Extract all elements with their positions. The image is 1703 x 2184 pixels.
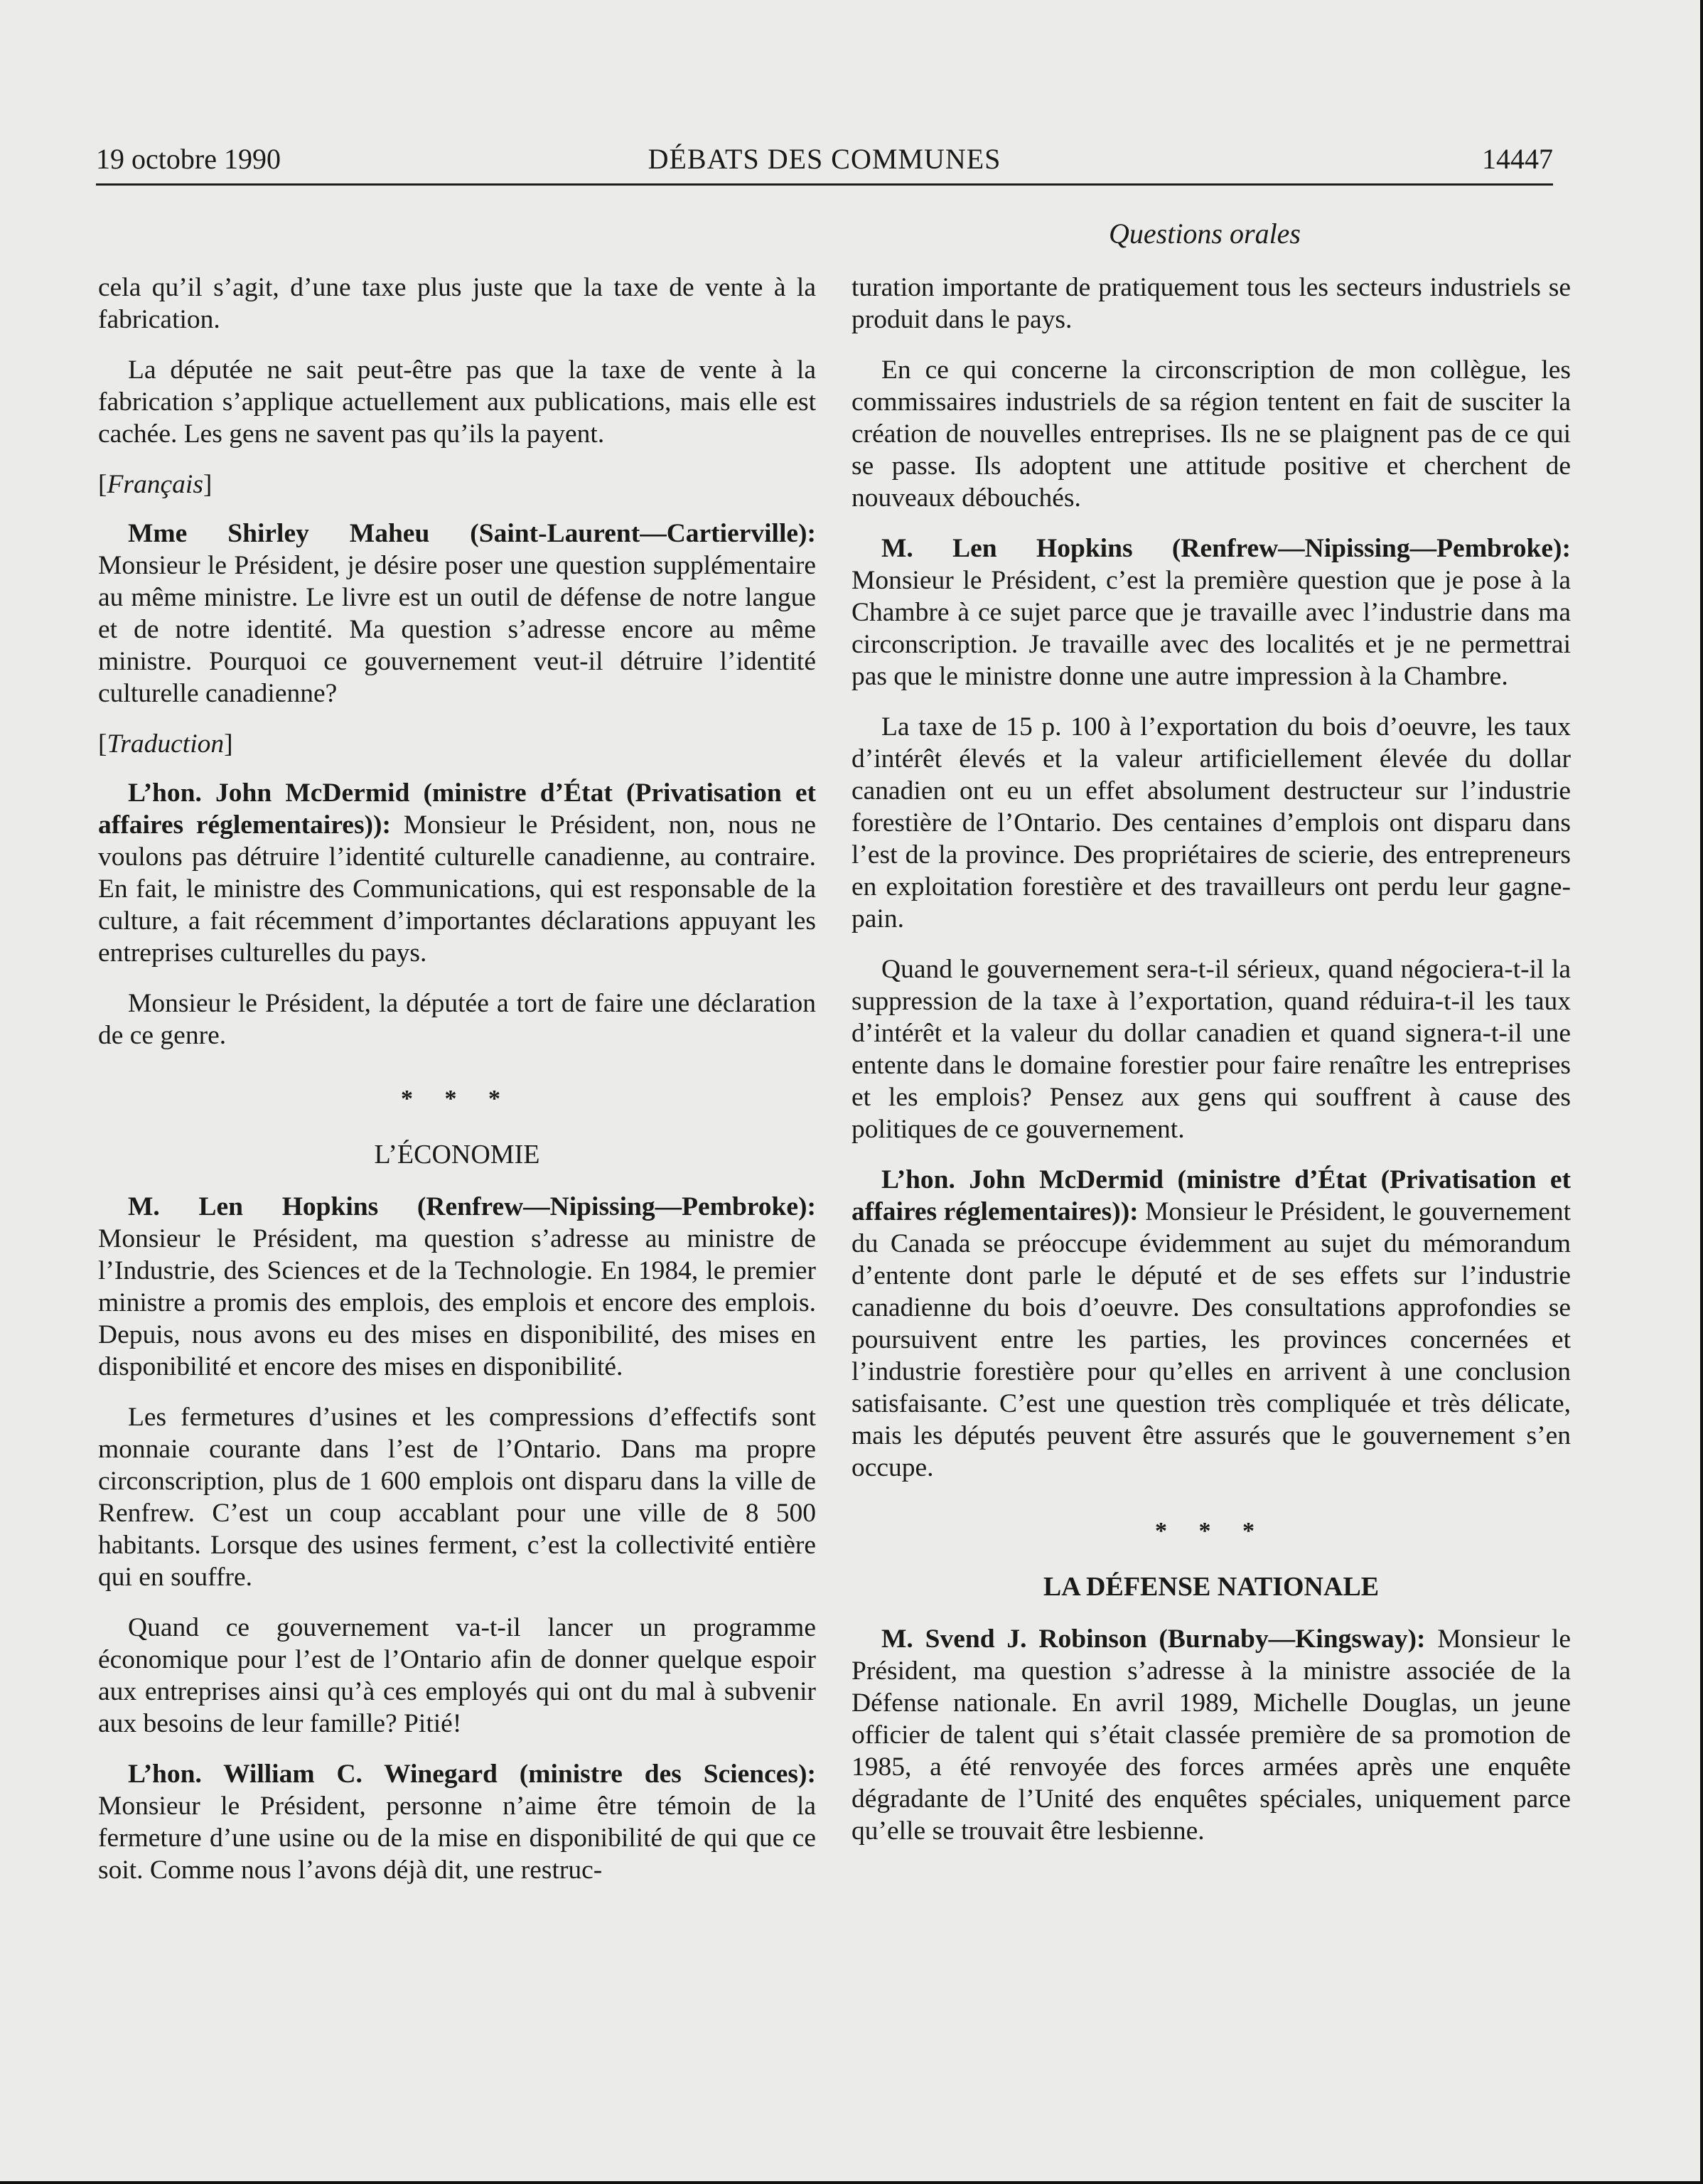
- language-marker-text: Français: [107, 470, 203, 499]
- language-marker: [Traduction]: [98, 729, 233, 759]
- language-marker: [Français]: [98, 470, 213, 499]
- paragraph: cela qu’il s’agit, d’une taxe plus juste que la taxe de vente à la fabrication.: [98, 273, 816, 334]
- section-heading: LA DÉFENSE NATIONALE: [1043, 1572, 1380, 1602]
- scan-edge: [0, 2181, 1703, 2184]
- speech: [852, 1164, 1571, 1484]
- speaker-name: M. Len Hopkins (Renfrew—Nipissing—Pembroke):: [128, 1192, 816, 1221]
- scan-edge: [1700, 0, 1703, 2184]
- header-title: DÉBATS DES COMMUNES: [648, 143, 1001, 175]
- speech-text: Monsieur le Président, ma question s’adresse à la ministre associée de la Défense nationale. En avril 1989, Michelle Douglas, un jeune officier de talent qui s’était classée première de sa promotion de 1985, a été renvoyée des forces armées après une enquête dégradante de l’Unité des enquêtes spéciales, uniquement parce qu’elle se trouvait être lesbienne.: [852, 1624, 1571, 1846]
- speaker-name: Mme Shirley Maheu (Saint-Laurent—Cartierville):: [128, 519, 816, 548]
- speaker-name: M. Len Hopkins (Renfrew—Nipissing—Pembroke):: [881, 534, 1571, 563]
- speech-text: Monsieur le Président, c’est la première question que je pose à la Chambre à ce sujet parce que je travaille avec l’industrie dans ma circonscription. Je travaille avec des localités et je ne permettrai pas que le ministre donne une autre impression à la Chambre.: [852, 566, 1571, 691]
- section-separator: * * *: [401, 1086, 513, 1112]
- speech: [98, 1758, 816, 1886]
- page-header: [96, 142, 1553, 185]
- header-date: 19 octobre 1990: [96, 143, 281, 175]
- paragraph: Quand ce gouvernement va-t-il lancer un programme économique pour l’est de l’Ontario afin de donner quelque espoir aux entreprises ainsi qu’à ces employés qui ont du mal à subvenir aux besoins de leur famille? Pitié!: [98, 1613, 816, 1738]
- paragraph: Quand le gouvernement sera-t-il sérieux, quand négociera-t-il la suppression de la taxe à l’exportation, quand réduira-t-il les taux d’intérêt et la valeur du dollar canadien et quand signera-t-il une entente dans le domaine forestier pour faire renaître les entreprises et les emplois? Pensez aux gens qui souffrent à cause des politiques de ce gouvernement.: [852, 955, 1571, 1144]
- speech-text: Monsieur le Président, le gouvernement du Canada se préoccupe évidemment au sujet du mémorandum d’entente dont parle le député et de ses effets sur l’industrie canadienne du bois d’oeuvre. Des consultations approfondies se poursuivent entre les parties, les provinces concernées et l’industrie forestière pour qu’elles en arrivent à une conclusion satisfaisante. C’est une question très compliquée et très délicate, mais les députés peuvent être assurés que le gouvernement s’en occupe.: [852, 1197, 1572, 1482]
- header-page-number: 14447: [1482, 143, 1553, 175]
- language-marker-text: Traduction: [107, 729, 225, 759]
- speaker-name: L’hon. John McDermid (ministre d’État (Privatisation et affaires réglementaires)):: [98, 778, 816, 840]
- paragraph: La députée ne sait peut-être pas que la taxe de vente à la fabrication s’applique actuellement aux publications, mais elle est cachée. Les gens ne savent pas qu’ils la payent.: [98, 355, 816, 449]
- right-column: [852, 272, 1571, 1866]
- paragraph: En ce qui concerne la circonscription de mon collègue, les commissaires industriels de sa région tentent en fait de susciter la création de nouvelles entreprises. Ils ne se plaignent pas de ce qui se passe. Ils adoptent une attitude positive et cherchent de nouveaux débouchés.: [852, 355, 1571, 513]
- paragraph: turation importante de pratiquement tous les secteurs industriels se produit dans le pays.: [852, 273, 1571, 334]
- section-label: Questions orales: [1109, 218, 1301, 250]
- left-column: [98, 272, 816, 1905]
- paragraph: Les fermetures d’usines et les compressions d’effectifs sont monnaie courante dans l’est de l’Ontario. Dans ma propre circonscription, plus de 1 600 emplois ont disparu dans la ville de Renfrew. C’est un coup accablant pour une ville de 8 500 habitants. Lorsque des usines ferment, c’est la collectivité entière qui en souffre.: [98, 1403, 816, 1592]
- speech: [98, 518, 816, 710]
- section-separator: * * *: [1155, 1518, 1267, 1544]
- speaker-name: M. Svend J. Robinson (Burnaby—Kingsway):: [881, 1624, 1426, 1654]
- header-rule: [96, 183, 1553, 186]
- paragraph: La taxe de 15 p. 100 à l’exportation du bois d’oeuvre, les taux d’intérêt élevés et la valeur artificiellement élevée du dollar canadien ont eu un effet absolument destructeur sur l’industrie forestière de l’Ontario. Des centaines d’emplois ont disparu dans l’est de la province. Des propriétaires de scierie, des entrepreneurs en exploitation forestière et des travailleurs ont perdu leur gagne-pain.: [852, 712, 1571, 933]
- speech-text: Monsieur le Président, non, nous ne voulons pas détruire l’identité culturelle canadienne, au contraire. En fait, le ministre des Communications, qui est responsable de la culture, a fait récemment d’importantes déclarations appuyant les entreprises culturelles du pays.: [98, 810, 816, 968]
- speech-text: Monsieur le Président, personne n’aime être témoin de la fermeture d’une usine ou de la mise en disponibilité de qui que ce soit. Comme nous l’avons déjà dit, une restruc-: [98, 1792, 816, 1885]
- speech: [852, 1623, 1571, 1847]
- paragraph: Monsieur le Président, la députée a tort de faire une déclaration de ce genre.: [98, 989, 816, 1050]
- speech-text: Monsieur le Président, ma question s’adresse au ministre de l’Industrie, des Sciences et de la Technologie. En 1984, le premier ministre a promis des emplois, des emplois et encore des emplois. Depuis, nous avons eu des mises en disponibilité, des mises en disponibilité et encore des mises en disponibilité.: [98, 1224, 816, 1381]
- speaker-name: L’hon. William C. Winegard (ministre des Sciences):: [128, 1760, 816, 1789]
- speaker-name: L’hon. John McDermid (ministre d’État (Privatisation et affaires réglementaires)):: [852, 1165, 1571, 1226]
- section-heading: L’ÉCONOMIE: [374, 1140, 540, 1169]
- speech: [852, 532, 1571, 692]
- speech: [98, 1191, 816, 1383]
- speech: [98, 777, 816, 969]
- speech-text: Monsieur le Président, je désire poser une question supplémentaire au même ministre. Le livre est un outil de défense de notre langue et de notre identité. Ma question s’adresse encore au même ministre. Pourquoi ce gouvernement veut-il détruire l’identité culturelle canadienne?: [98, 551, 816, 708]
